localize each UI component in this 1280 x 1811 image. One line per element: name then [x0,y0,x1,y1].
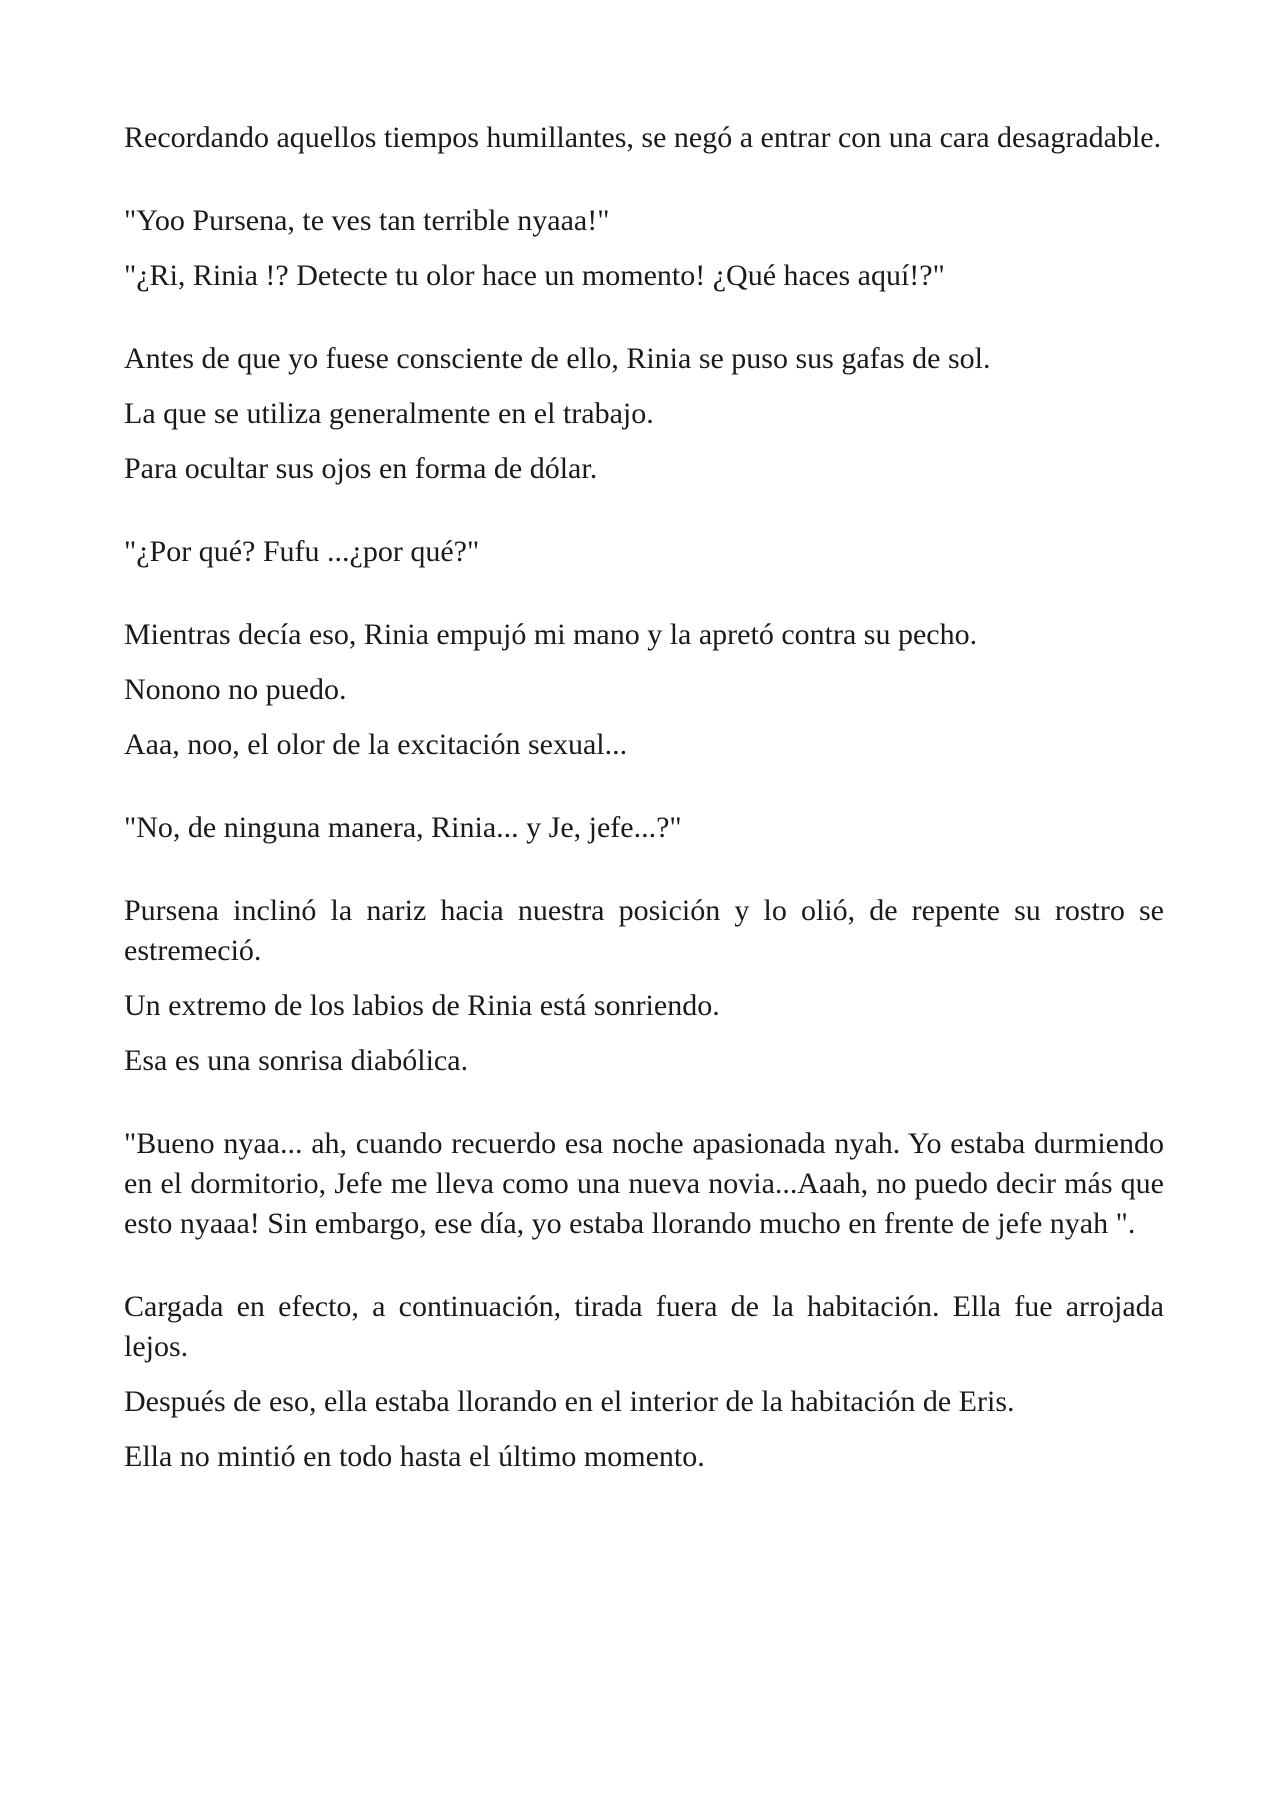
paragraph-13: Un extremo de los labios de Rinia está sonriendo. [124,989,720,1022]
paragraph-10: Aaa, noo, el olor de la excitación sexual... [124,728,628,761]
body-text [124,118,1164,1492]
paragraph-12: Pursena inclinó la nariz hacia nuestra posición y lo olió, de repente su rostro se estremeció. [124,894,1164,967]
paragraph-16: Cargada en efecto, a continuación, tirada fuera de la habitación. Ella fue arrojada lejos. [124,1290,1164,1363]
paragraph-8: Mientras decía eso, Rinia empujó mi mano y la apretó contra su pecho. [124,618,978,651]
paragraph-7: "¿Por qué? Fufu ...¿por qué?" [124,535,480,568]
paragraph-4: Antes de que yo fuese consciente de ello, Rinia se puso sus gafas de sol. [124,342,991,375]
paragraph-2: "Yoo Pursena, te ves tan terrible nyaaa!" [124,204,610,237]
paragraph-5: La que se utiliza generalmente en el trabajo. [124,397,654,430]
paragraph-11: "No, de ninguna manera, Rinia... y Je, jefe...?" [124,811,682,844]
paragraph-17: Después de eso, ella estaba llorando en el interior de la habitación de Eris. [124,1385,1015,1418]
paragraph-18: Ella no mintió en todo hasta el último momento. [124,1440,705,1473]
paragraph-1: Recordando aquellos tiempos humillantes, se negó a entrar con una cara desagradable. [124,121,1162,154]
paragraph-15: "Bueno nyaa... ah, cuando recuerdo esa noche apasionada nyah. Yo estaba durmiendo en el dormitorio, Jefe me lleva como una nueva novia...Aaah, no puedo decir más que esto nyaaa! Sin embargo, ese día, yo estaba llorando mucho en frente de jefe nyah ". [124,1127,1164,1240]
paragraph-14: Esa es una sonrisa diabólica. [124,1044,469,1077]
paragraph-9: Nonono no puedo. [124,673,347,706]
paragraph-6: Para ocultar sus ojos en forma de dólar. [124,452,598,485]
paragraph-3: "¿Ri, Rinia !? Detecte tu olor hace un momento! ¿Qué haces aquí!?" [124,259,945,292]
